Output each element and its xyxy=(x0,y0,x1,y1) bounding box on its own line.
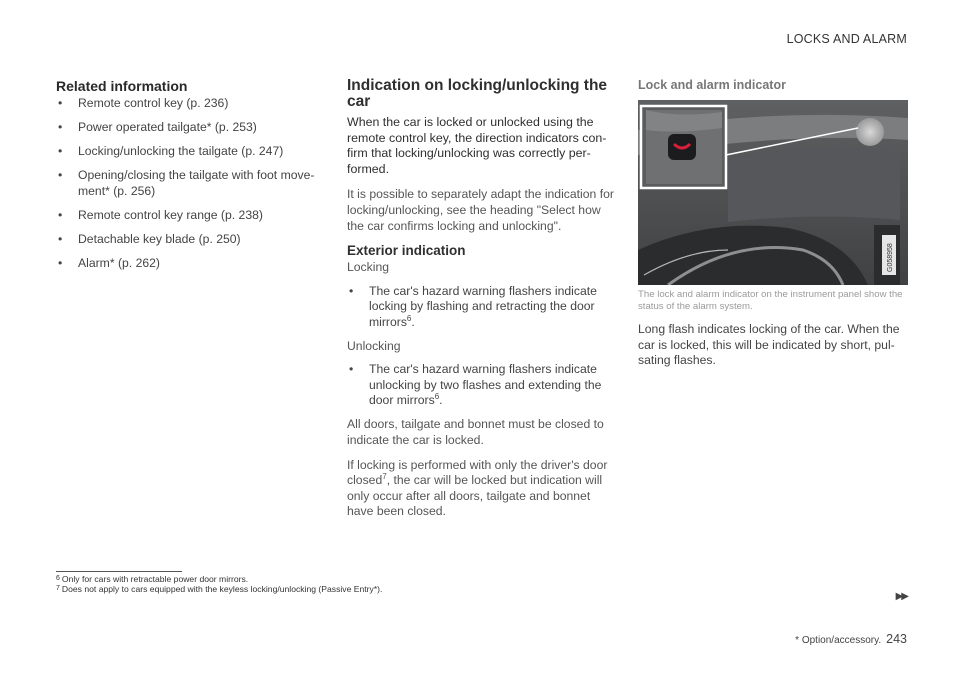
related-link-text: Detachable key blade (p. 250) xyxy=(78,231,241,246)
lock-indicator-body: Long flash indicates locking of the car. When the car is locked, this will be indicated by short, pul-sating flashes. xyxy=(638,322,900,368)
indication-heading: Indication on locking/unlocking the car xyxy=(347,77,608,110)
indication-adapt-paragraph: It is possible to separately adapt the indication for locking/unlocking, see the heading "Select how the car confirms locking and unlocking". xyxy=(347,187,614,233)
bullet-glyph: • xyxy=(58,120,63,134)
dashboard-photo xyxy=(638,100,908,285)
related-link-text: Power operated tailgate* (p. 253) xyxy=(78,120,257,134)
related-link-text: Opening/closing the tailgate with foot move-ment* (p. 256) xyxy=(78,168,315,198)
section-header: LOCKS AND ALARM xyxy=(786,32,907,46)
lock-indicator-heading: Lock and alarm indicator xyxy=(638,78,786,92)
footnote-text: Does not apply to cars equipped with the keyless locking/unlocking (Passive Entry*). xyxy=(61,584,383,594)
unlocking-item-end: . xyxy=(439,393,443,408)
footnote-ref: 6 xyxy=(406,313,412,323)
bullet-glyph: • xyxy=(349,283,354,298)
unlocking-label: Unlocking xyxy=(347,338,401,353)
bullet-glyph: • xyxy=(58,96,63,110)
driver-door-paragraph xyxy=(347,458,615,520)
footnote-number: 7 xyxy=(56,585,60,592)
locking-list xyxy=(347,284,615,331)
locking-item xyxy=(347,284,615,331)
bullet-glyph: • xyxy=(58,207,63,222)
unlocking-item xyxy=(347,362,615,409)
page-footer xyxy=(795,632,907,646)
locking-item-end: . xyxy=(411,314,415,329)
related-link-text: Locking/unlocking the tailgate (p. 247) xyxy=(78,144,284,158)
option-note: * Option/accessory. xyxy=(795,635,882,646)
related-link[interactable] xyxy=(56,256,326,272)
related-link[interactable] xyxy=(56,96,326,112)
driver-door-text-a: If locking is performed with only the driver's door closed xyxy=(347,457,608,488)
image-code: G058958 xyxy=(887,243,894,272)
indication-lead: When the car is locked or unlocked using the remote control key, the direction indicators con-firm that locking/unlocking was correctly per-formed. xyxy=(347,115,607,176)
locking-label: Locking xyxy=(347,260,390,275)
bullet-glyph: • xyxy=(58,255,63,270)
footnote-ref: 6 xyxy=(434,392,440,402)
related-link[interactable] xyxy=(56,232,326,248)
related-link[interactable] xyxy=(56,144,326,160)
lock-indicator-section xyxy=(638,78,908,378)
indication-section xyxy=(347,78,615,529)
related-links-list xyxy=(56,96,326,271)
related-information-heading: Related information xyxy=(56,78,188,94)
exterior-indication-heading: Exterior indication xyxy=(347,243,466,259)
footnote-text: Only for cars with retractable power door mirrors. xyxy=(61,574,249,584)
related-link-text: Alarm* (p. 262) xyxy=(78,255,160,270)
related-link-text: Remote control key (p. 236) xyxy=(78,96,229,110)
footnotes xyxy=(56,574,382,594)
related-link[interactable] xyxy=(56,168,326,199)
driver-door-text-b: , the car will be locked but indication will only occur after all doors, tailgate and bonnet have been closed. xyxy=(347,473,603,519)
bullet-glyph: • xyxy=(58,231,63,246)
related-link[interactable] xyxy=(56,208,326,224)
footnote-ref: 7 xyxy=(382,472,387,482)
footnote-number: 6 xyxy=(56,575,60,582)
page-number: 243 xyxy=(886,632,907,646)
related-link[interactable] xyxy=(56,120,326,136)
footnote xyxy=(56,574,382,584)
locking-item-text: The car's hazard warning flashers indicate locking by flashing and retracting the door mirrors xyxy=(369,283,597,329)
speaker-grille xyxy=(856,118,884,146)
footnote xyxy=(56,584,382,594)
bullet-glyph: • xyxy=(58,144,63,158)
related-information-section xyxy=(56,78,326,280)
next-page-icon[interactable]: ▶▶ xyxy=(895,591,907,602)
doors-closed-paragraph: All doors, tailgate and bonnet must be closed to indicate the car is locked. xyxy=(347,417,604,447)
photo-caption: The lock and alarm indicator on the instrument panel show the status of the alarm system. xyxy=(638,289,903,312)
dashboard-illustration xyxy=(638,100,908,285)
unlocking-item-text: The car's hazard warning flashers indicate unlocking by two flashes and extending the door mirrors xyxy=(369,362,602,408)
related-link-text: Remote control key range (p. 238) xyxy=(78,207,263,222)
bullet-glyph: • xyxy=(58,168,63,182)
footnote-divider xyxy=(56,571,182,572)
bullet-glyph: • xyxy=(349,362,354,377)
unlocking-list xyxy=(347,362,615,409)
